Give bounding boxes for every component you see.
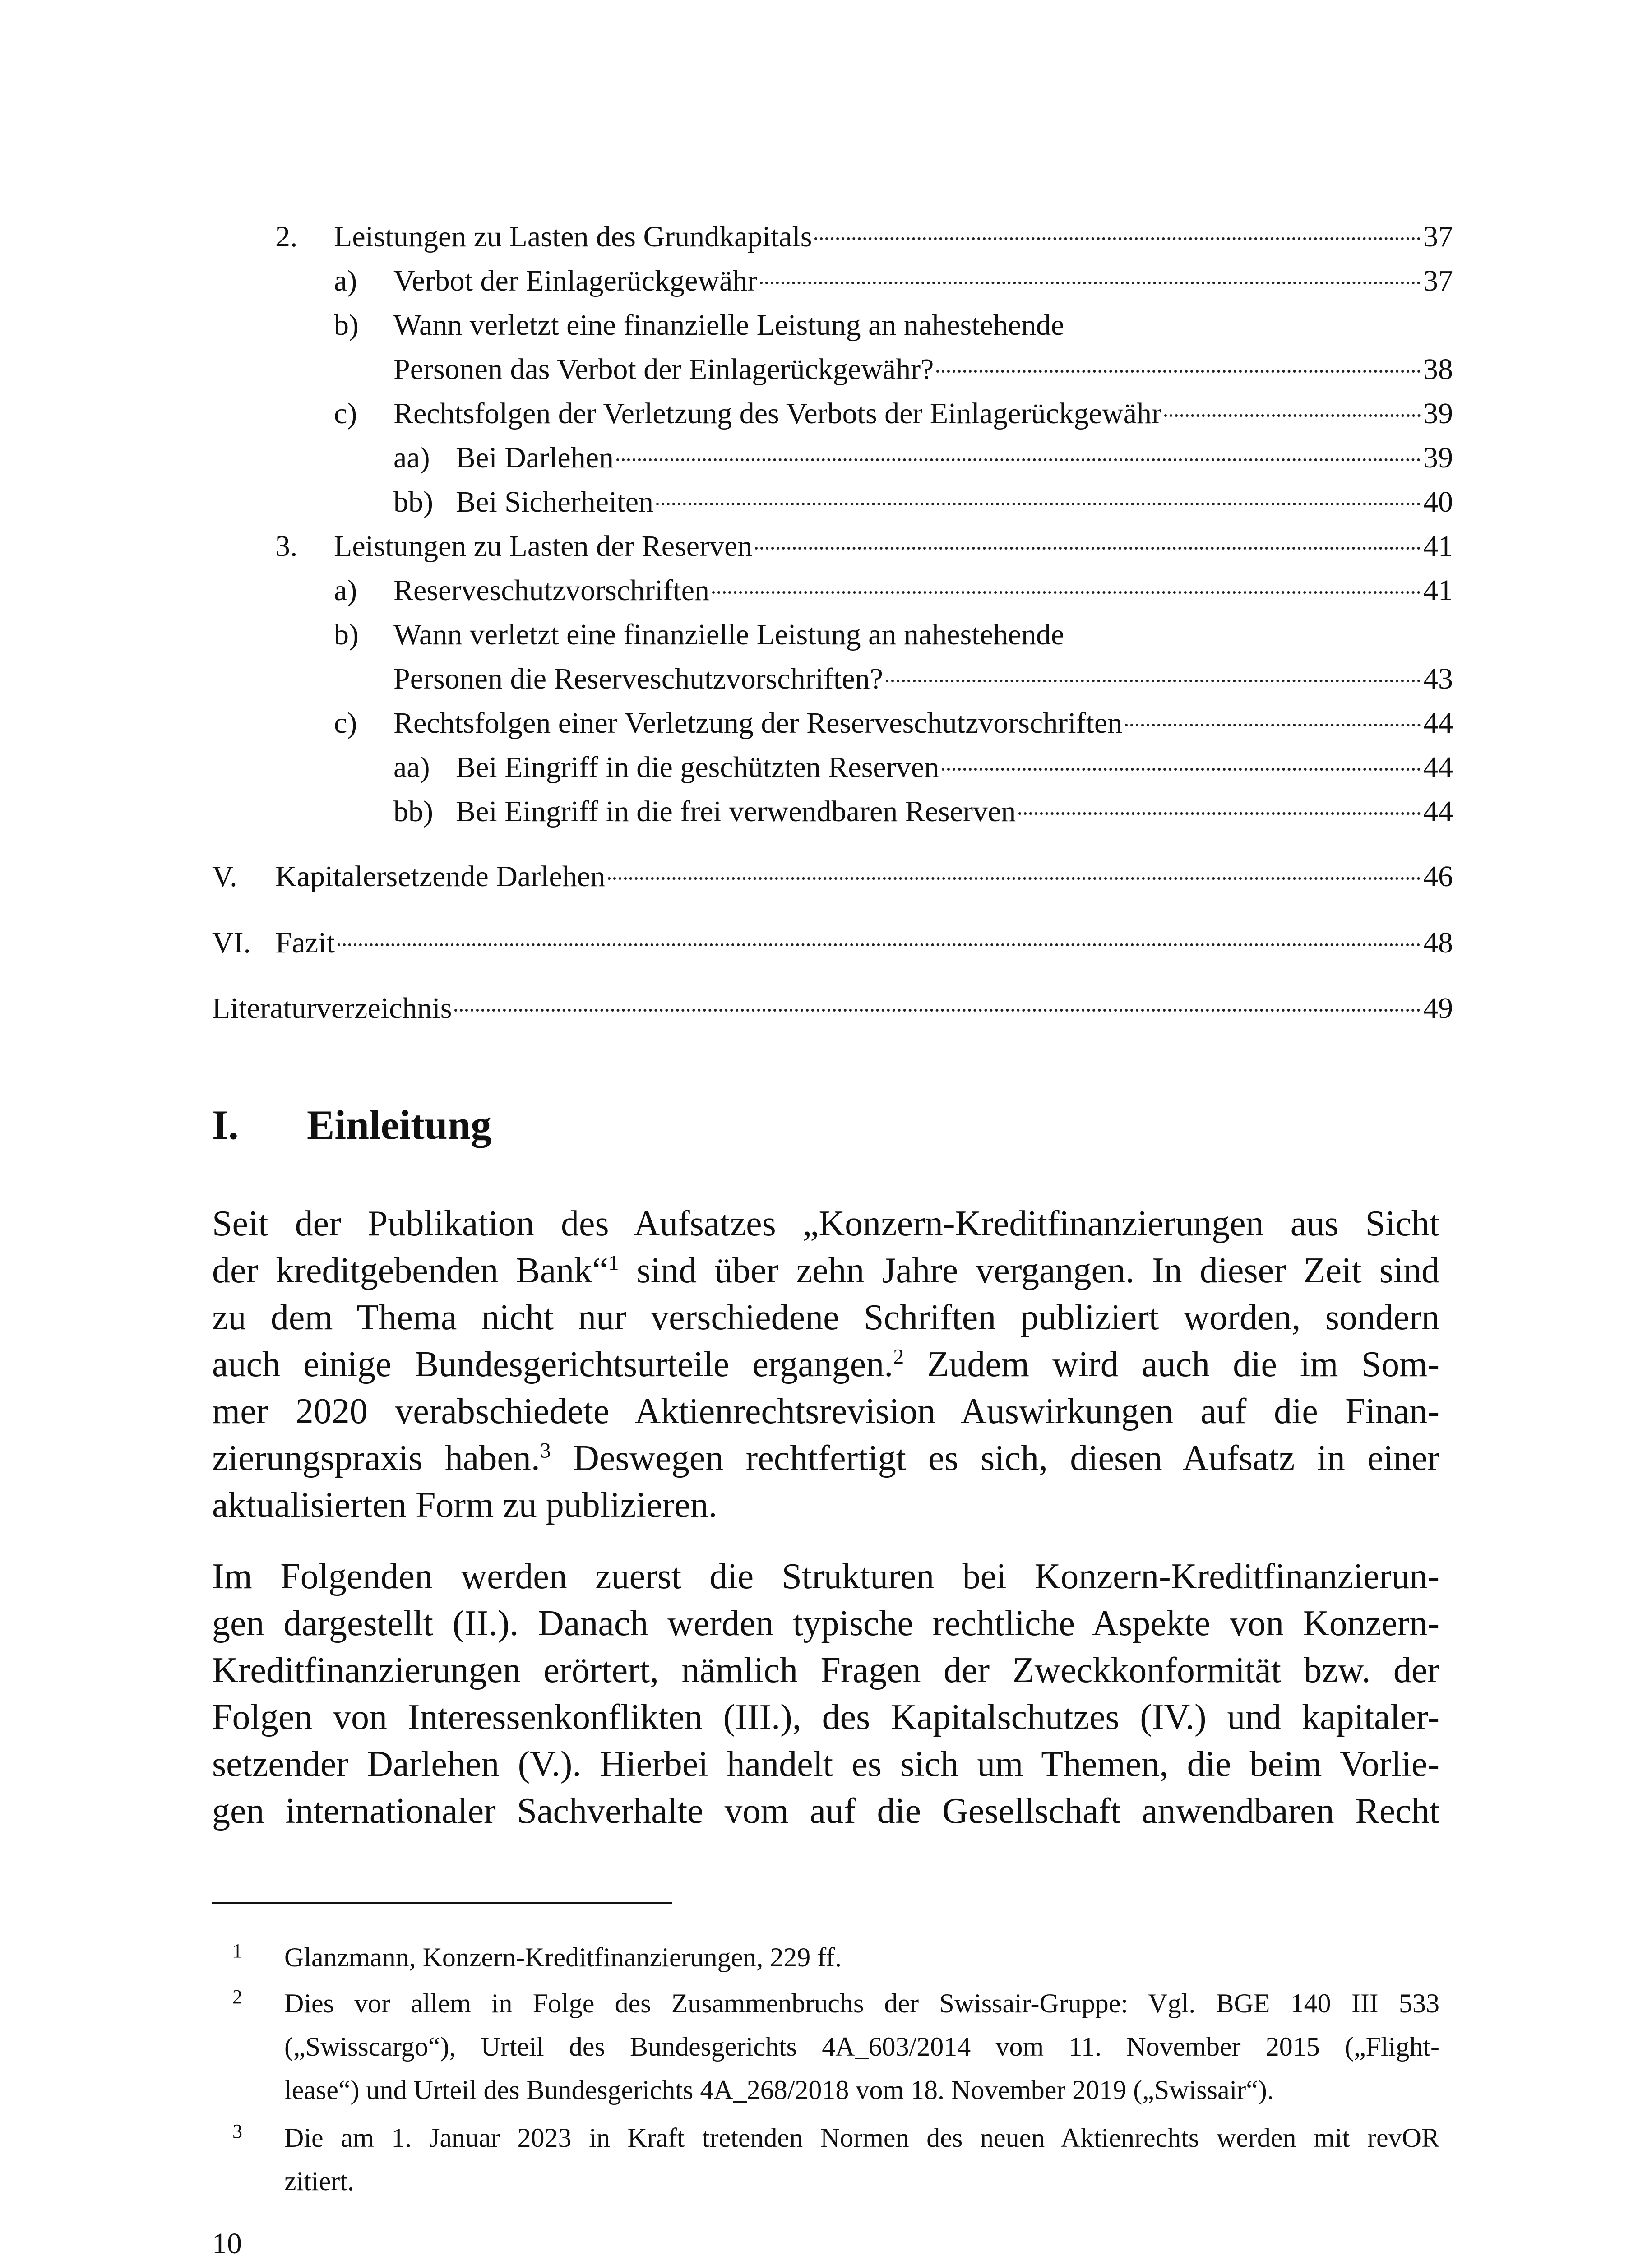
toc-number: V.: [212, 860, 237, 893]
toc-page: 43: [1423, 662, 1453, 695]
toc-title: Bei Eingriff in die geschützten Reserven: [456, 751, 939, 784]
toc-page: 46: [1423, 860, 1453, 893]
toc-leader: [454, 1009, 1421, 1012]
toc-number: aa): [393, 441, 430, 474]
footnote-ref[interactable]: 3: [540, 1438, 551, 1463]
toc-entry[interactable]: [393, 794, 1453, 830]
toc-entry[interactable]: [212, 925, 1453, 961]
toc-entry[interactable]: [275, 528, 1453, 564]
toc-page: 41: [1423, 574, 1453, 607]
toc-title: Rechtsfolgen einer Verletzung der Reserveschutzvorschriften: [393, 707, 1123, 740]
footnote-line: zitiert.: [284, 2166, 354, 2196]
toc-page: 37: [1423, 220, 1453, 253]
toc-entry[interactable]: [212, 859, 1453, 895]
toc-number: a): [334, 574, 357, 607]
toc-title: Literaturverzeichnis: [212, 992, 452, 1025]
toc-page: 37: [1423, 264, 1453, 297]
toc-leader: [338, 943, 1421, 946]
toc-title: Leistungen zu Lasten des Grundkapitals: [334, 220, 812, 253]
toc-page: 41: [1423, 530, 1453, 563]
text-line: gen dargestellt (II.). Danach werden typische rechtliche Aspekte von Konzern-: [212, 1604, 1439, 1643]
toc-entry[interactable]: [393, 749, 1453, 786]
toc-page: 44: [1423, 795, 1453, 828]
toc-entry[interactable]: [212, 990, 1453, 1026]
toc-leader: [1125, 724, 1421, 726]
toc-entry[interactable]: [334, 617, 1453, 653]
toc-page: 39: [1423, 397, 1453, 430]
toc-leader: [616, 458, 1421, 461]
footnote: [212, 1936, 1439, 1979]
text-line: Kreditfinanzierungen erörtert, nämlich Fragen der Zweckkonformität bzw. der: [212, 1650, 1439, 1690]
toc-number: b): [334, 309, 359, 342]
toc-number: 3.: [275, 530, 298, 563]
toc-title: Personen die Reserveschutzvorschriften?: [393, 662, 883, 695]
toc-title: Wann verletzt eine finanzielle Leistung an nahestehende: [393, 309, 1064, 342]
footnote-line: Glanzmann, Konzern-Kreditfinanzierungen, 229 ff.: [284, 1942, 842, 1972]
toc-title: Bei Darlehen: [456, 441, 614, 474]
toc-leader: [942, 768, 1421, 771]
text-line: setzender Darlehen (V.). Hierbei handelt es sich um Themen, die beim Vorlie-: [212, 1744, 1439, 1784]
text-line: zierungspraxis haben.$^3$ Deswegen rechtfertigt es sich, diesen Aufsatz in einer: [212, 1438, 1439, 1478]
toc-title: Verbot der Einlagerückgewähr: [393, 264, 758, 297]
toc-number: c): [334, 397, 357, 430]
toc-number: VI.: [212, 926, 251, 959]
toc-entry[interactable]: [334, 307, 1453, 343]
toc-title: Wann verletzt eine finanzielle Leistung an nahestehende: [393, 618, 1064, 651]
toc-entry[interactable]: [393, 440, 1453, 476]
text-line: Seit der Publikation des Aufsatzes „Konzern-Kreditfinanzierungen aus Sicht: [212, 1204, 1439, 1244]
toc-title: Fazit: [275, 926, 335, 959]
toc-leader: [1164, 414, 1421, 417]
toc-page: 39: [1423, 441, 1453, 474]
toc-number: c): [334, 707, 357, 740]
toc-entry[interactable]: [334, 263, 1453, 299]
toc-title: Bei Eingriff in die frei verwendbaren Reserven: [456, 795, 1016, 828]
section-number: I.: [212, 1102, 239, 1148]
text-line: aktualisierten Form zu publizieren.: [212, 1485, 717, 1525]
toc-page: 49: [1423, 992, 1453, 1025]
footnote: [212, 1982, 1439, 2112]
footnote-line: („Swisscargo“), Urteil des Bundesgerichts 4A_603/2014 vom 11. November 2015 („Flight-: [284, 2032, 1439, 2062]
toc-entry[interactable]: [393, 484, 1453, 520]
footnote-number: 2: [232, 1986, 242, 2008]
toc-leader: [656, 503, 1421, 505]
toc-title: Leistungen zu Lasten der Reserven: [334, 530, 753, 563]
toc-number: bb): [393, 795, 433, 828]
footnote-line: Dies vor allem in Folge des Zusammenbruchs der Swissair-Gruppe: Vgl. BGE 140 III 533: [284, 1988, 1439, 2018]
body-paragraph: [212, 1553, 1439, 1835]
toc-leader: [712, 591, 1421, 594]
toc-page: 48: [1423, 926, 1453, 959]
toc-entry[interactable]: [334, 573, 1453, 609]
toc-leader: [814, 237, 1421, 240]
footnote-separator: [212, 1902, 672, 1904]
toc-leader: [760, 282, 1421, 284]
toc-page: 38: [1423, 353, 1453, 386]
text-line: Im Folgenden werden zuerst die Strukturen bei Konzern-Kreditfinanzierun-: [212, 1557, 1439, 1596]
footnote-ref[interactable]: 2: [893, 1345, 904, 1369]
toc-leader: [936, 370, 1421, 373]
toc-title: Rechtsfolgen der Verletzung des Verbots der Einlagerückgewähr: [393, 397, 1161, 430]
section-title: Einleitung: [307, 1102, 492, 1148]
toc-page: 44: [1423, 707, 1453, 740]
toc-entry[interactable]: [334, 661, 1453, 697]
toc-number: 2.: [275, 220, 298, 253]
toc-title: Bei Sicherheiten: [456, 485, 654, 518]
toc-leader: [755, 547, 1421, 550]
toc-page: 40: [1423, 485, 1453, 518]
toc-title: Personen das Verbot der Einlagerückgewähr?: [393, 353, 934, 386]
footnote-line: Die am 1. Januar 2023 in Kraft tretenden Normen des neuen Aktienrechts werden mit revOR: [284, 2123, 1439, 2153]
text-line: der kreditgebenden Bank“$^1$ sind über zehn Jahre vergangen. In dieser Zeit sind: [212, 1251, 1439, 1290]
toc-leader: [886, 680, 1421, 682]
toc-entry[interactable]: [334, 705, 1453, 741]
footnote-ref[interactable]: 1: [608, 1251, 619, 1275]
toc-page: 44: [1423, 751, 1453, 784]
toc-title: Reserveschutzvorschriften: [393, 574, 710, 607]
footnote: [212, 2116, 1439, 2203]
body-paragraph: [212, 1200, 1439, 1529]
toc-leader: [608, 877, 1421, 880]
text-line: mer 2020 verabschiedete Aktienrechtsrevision Auswirkungen auf die Finan-: [212, 1392, 1439, 1431]
text-line: Folgen von Interessenkonflikten (III.), des Kapitalschutzes (IV.) und kapitaler-: [212, 1697, 1439, 1737]
toc-leader: [1018, 812, 1421, 815]
toc-entry[interactable]: [334, 396, 1453, 432]
footnote-line: lease“) und Urteil des Bundesgerichts 4A_268/2018 vom 18. November 2019 („Swissair“).: [284, 2075, 1274, 2105]
page-number: 10: [212, 2227, 242, 2256]
toc-number: a): [334, 264, 357, 297]
text-line: gen internationaler Sachverhalte vom auf die Gesellschaft anwendbaren Recht: [212, 1791, 1439, 1831]
text-line: zu dem Thema nicht nur verschiedene Schriften publiziert worden, sondern: [212, 1298, 1439, 1337]
toc-entry[interactable]: [334, 351, 1453, 388]
footnote-number: 1: [232, 1940, 242, 1962]
toc-number: b): [334, 618, 359, 651]
toc-entry[interactable]: [275, 219, 1453, 255]
toc-number: aa): [393, 751, 430, 784]
text-line: auch einige Bundesgerichtsurteile ergangen.$^2$ Zudem wird auch die im Som-: [212, 1345, 1439, 1384]
footnote-number: 3: [232, 2120, 242, 2142]
toc-title: Kapitalersetzende Darlehen: [275, 860, 606, 893]
toc-number: bb): [393, 485, 433, 518]
